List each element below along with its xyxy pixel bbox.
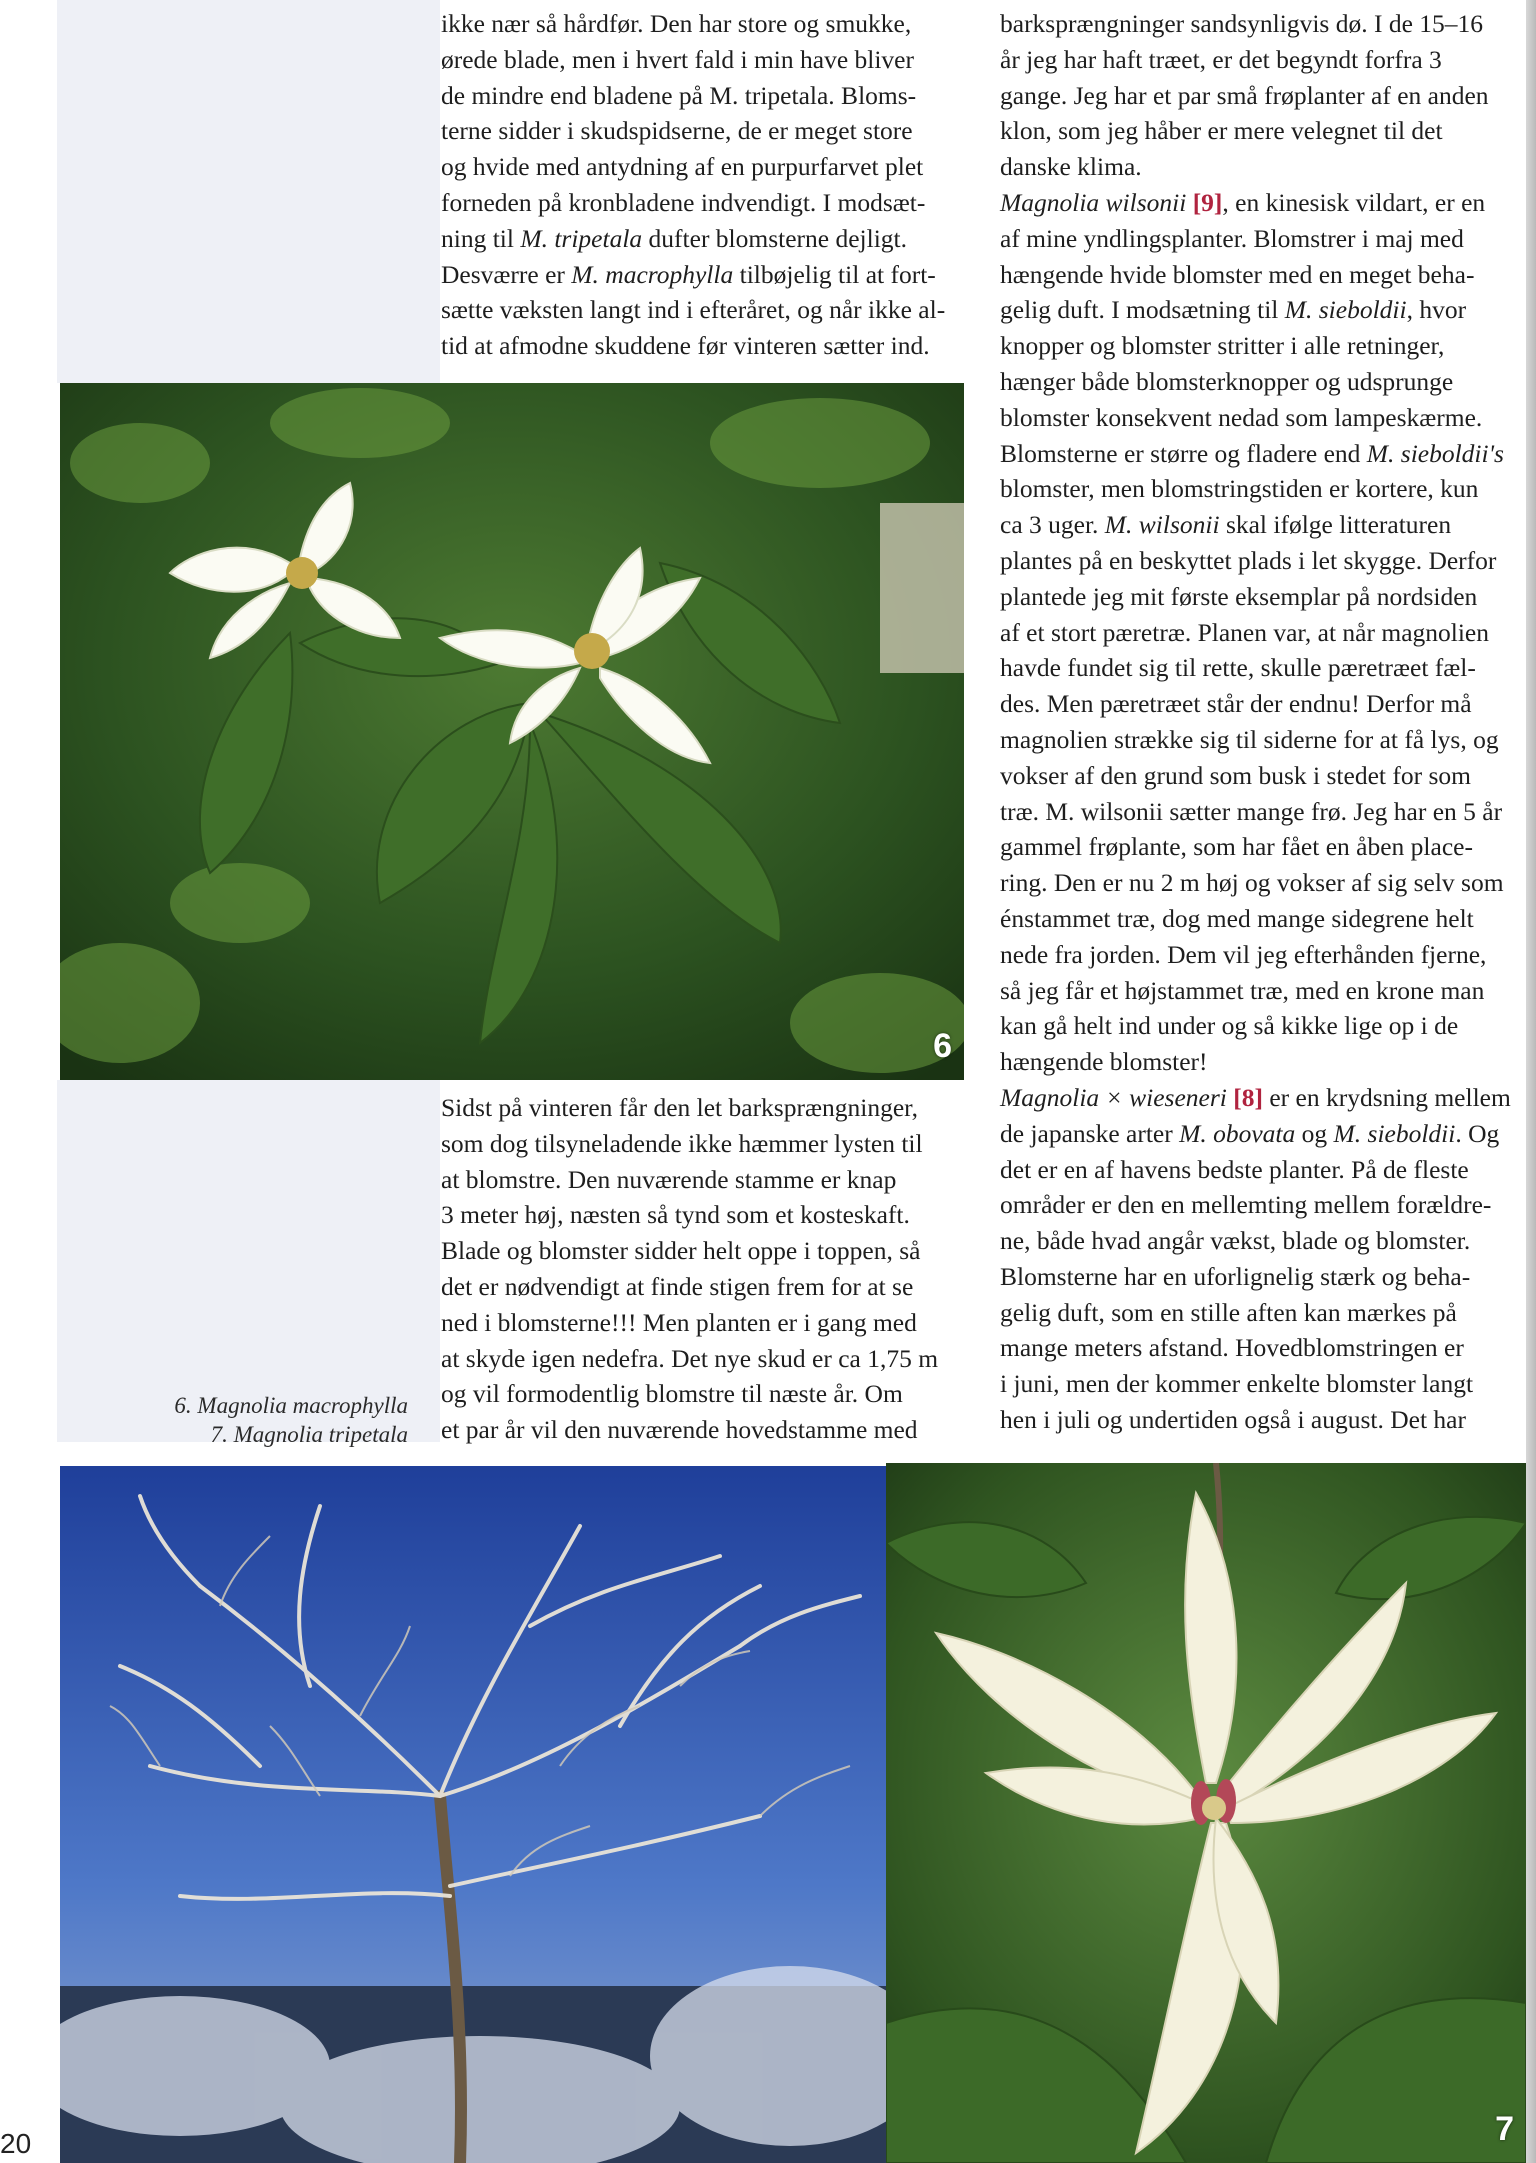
panel-top-left — [57, 0, 440, 383]
text-line: gelig duft, som en stille aften kan mærkes på — [1000, 1297, 1457, 1327]
text-line: år jeg har haft træet, er det begyndt forfra 3 — [1000, 44, 1442, 74]
text-line: Blomsterne har en uforlignelig stærk og beha- — [1000, 1261, 1471, 1291]
text-line: gammel frøplante, som har fået en åben place- — [1000, 832, 1473, 862]
text-line: et par år vil den nuværende hovedstamme med — [441, 1415, 918, 1445]
text-line: ning til M. tripetala dufter blomsterne dejligt. — [441, 223, 908, 253]
text-line: ørede blade, men i hvert fald i min have bliver — [441, 44, 914, 74]
text-column-middle-top — [441, 6, 971, 364]
text-line: Blomsterne er større og fladere end M. sieboldii's — [1000, 438, 1504, 468]
figure-reference-9: [9] — [1192, 187, 1223, 217]
text-line: danske klima. — [1000, 152, 1142, 182]
page-number: 20 — [0, 2128, 32, 2159]
text-line: ca 3 uger. M. wilsonii skal ifølge litteraturen — [1000, 510, 1452, 540]
text-line: forneden på kronbladene indvendigt. I modsæt- — [441, 187, 926, 217]
text-line: det er nødvendigt at finde stigen frem for at se — [441, 1271, 914, 1301]
text-line: hængende blomster! — [1000, 1047, 1208, 1077]
text-line: Sidst på vinteren får den let barksprængninger, — [441, 1093, 918, 1122]
text-line: Desværre er M. macrophylla tilbøjelig til at fort- — [441, 259, 936, 289]
text-line: knopper og blomster stritter i alle retninger, — [1000, 331, 1445, 361]
species-name: Magnolia × wieseneri — [1000, 1082, 1227, 1112]
photo-snow-tree — [60, 1466, 886, 2163]
photo-magnolia-tripetala — [886, 1463, 1526, 2163]
species-name: M. wilsonii — [1104, 510, 1220, 540]
text-line: træ. M. wilsonii sætter mange frø. Jeg har en 5 år — [1000, 796, 1503, 826]
text-line: det er en af havens bedste planter. På de fleste — [1000, 1154, 1469, 1184]
figure-captions — [174, 1391, 408, 1449]
text-line: de mindre end bladene på M. tripetala. Bloms- — [441, 80, 917, 110]
species-name: træ. M. wilsonii — [1000, 796, 1163, 826]
text-line: så jeg får et højstammet træ, med en krone man — [1000, 975, 1485, 1005]
text-line: og vil formodentlig blomstre til næste år. Om — [441, 1379, 903, 1409]
text-line: og hvide med antydning af en purpurfarvet plet — [441, 152, 924, 182]
text-line: ring. Den er nu 2 m høj og vokser af sig selv som — [1000, 868, 1504, 898]
figure-reference-8: [8] — [1233, 1082, 1263, 1112]
text-line: i juni, men der kommer enkelte blomster langt — [1000, 1369, 1474, 1399]
text-line: Magnolia wilsonii [9], en kinesisk vildart, er en — [1000, 187, 1486, 217]
caption-6: 6. Magnolia macrophylla — [174, 1393, 408, 1418]
text-line: af mine yndlingsplanter. Blomstrer i maj med — [1000, 223, 1464, 253]
species-name: M. obovata — [1179, 1118, 1296, 1148]
text-line: hænger både blomsterknopper og udsprunge — [1000, 366, 1454, 396]
caption-7: 7. Magnolia tripetala — [210, 1422, 408, 1447]
text-line: nede fra jorden. Dem vil jeg efterhånden fjerne, — [1000, 939, 1487, 969]
text-line: som dog tilsyneladende ikke hæmmer lysten til — [441, 1128, 923, 1158]
text-line: vokser af den grund som busk i stedet for som — [1000, 760, 1471, 790]
text-line: gange. Jeg har et par små frøplanter af en anden — [1000, 80, 1489, 110]
text-line: at blomstre. Den nuværende stamme er knap — [441, 1164, 897, 1194]
text-line: hen i juli og undertiden også i august. Det har — [1000, 1405, 1466, 1435]
text-line: plantes på en beskyttet plads i let skygge. Derfor — [1000, 545, 1497, 575]
text-line: områder er den en mellemting mellem forældre- — [1000, 1190, 1492, 1220]
text-line: Blade og blomster sidder helt oppe i toppen, så — [441, 1236, 921, 1266]
page-edge — [1526, 0, 1536, 2163]
text-line: plantede jeg mit første eksemplar på nordsiden — [1000, 581, 1478, 611]
text-line: énstammet træ, dog med mange sidegrene helt — [1000, 903, 1474, 933]
species-name: M. sieboldii's — [1366, 438, 1504, 468]
text-line: blomster konsekvent nedad som lampeskærme. — [1000, 402, 1483, 432]
text-line: kan gå helt ind under og så kikke lige op i de — [1000, 1011, 1459, 1041]
text-column-right — [1000, 6, 1526, 1438]
text-line: hængende hvide blomster med en meget beha- — [1000, 259, 1475, 289]
text-line: ned i blomsterne!!! Men planten er i gang med — [441, 1307, 917, 1337]
text-line: des. Men pæretræet står der endnu! Derfor må — [1000, 689, 1472, 719]
text-line: ne, både hvad angår vækst, blade og blomster. — [1000, 1226, 1471, 1256]
species-name: M. sieboldii — [1284, 295, 1407, 325]
photo-magnolia-macrophylla — [60, 383, 964, 1080]
text-line: blomster, men blomstringstiden er kortere, kun — [1000, 474, 1479, 504]
text-line: 3 meter høj, næsten så tynd som et kosteskaft. — [441, 1200, 910, 1230]
photo-number-6: 6 — [933, 1027, 952, 1065]
photo-number-7: 7 — [1495, 2110, 1514, 2148]
text-line: at skyde igen nedefra. Det nye skud er ca 1,75 m — [441, 1343, 939, 1373]
text-line: ikke nær så hårdfør. Den har store og smukke, — [441, 9, 912, 38]
text-column-middle-bottom — [441, 1090, 971, 1448]
text-line: de japanske arter M. obovata og M. sieboldii. Og — [1000, 1118, 1500, 1148]
text-line: sætte væksten langt ind i efteråret, og når ikke al- — [441, 295, 946, 325]
text-line: terne sidder i skudspidserne, de er meget store — [441, 116, 913, 146]
species-name: M. sieboldii — [1333, 1118, 1456, 1148]
text-line: mange meters afstand. Hovedblomstringen er — [1000, 1333, 1464, 1363]
text-line: klon, som jeg håber er mere velegnet til det — [1000, 116, 1443, 146]
text-line: Magnolia × wieseneri [8] er en krydsning mellem — [1000, 1082, 1511, 1112]
text-line: af et stort pæretræ. Planen var, at når magnolien — [1000, 617, 1489, 647]
text-line: magnolien strække sig til siderne for at få lys, og — [1000, 724, 1499, 754]
text-line: tid at afmodne skuddene før vinteren sætter ind. — [441, 331, 930, 361]
species-name: Magnolia wilsonii — [1000, 187, 1187, 217]
text-line: barksprængninger sandsynligvis dø. I de 15–16 — [1000, 9, 1484, 38]
text-line: havde fundet sig til rette, skulle pæretræet fæl- — [1000, 653, 1476, 683]
text-line: gelig duft. I modsætning til M. sieboldii, hvor — [1000, 295, 1467, 325]
panel-caption-area — [57, 1080, 440, 1442]
